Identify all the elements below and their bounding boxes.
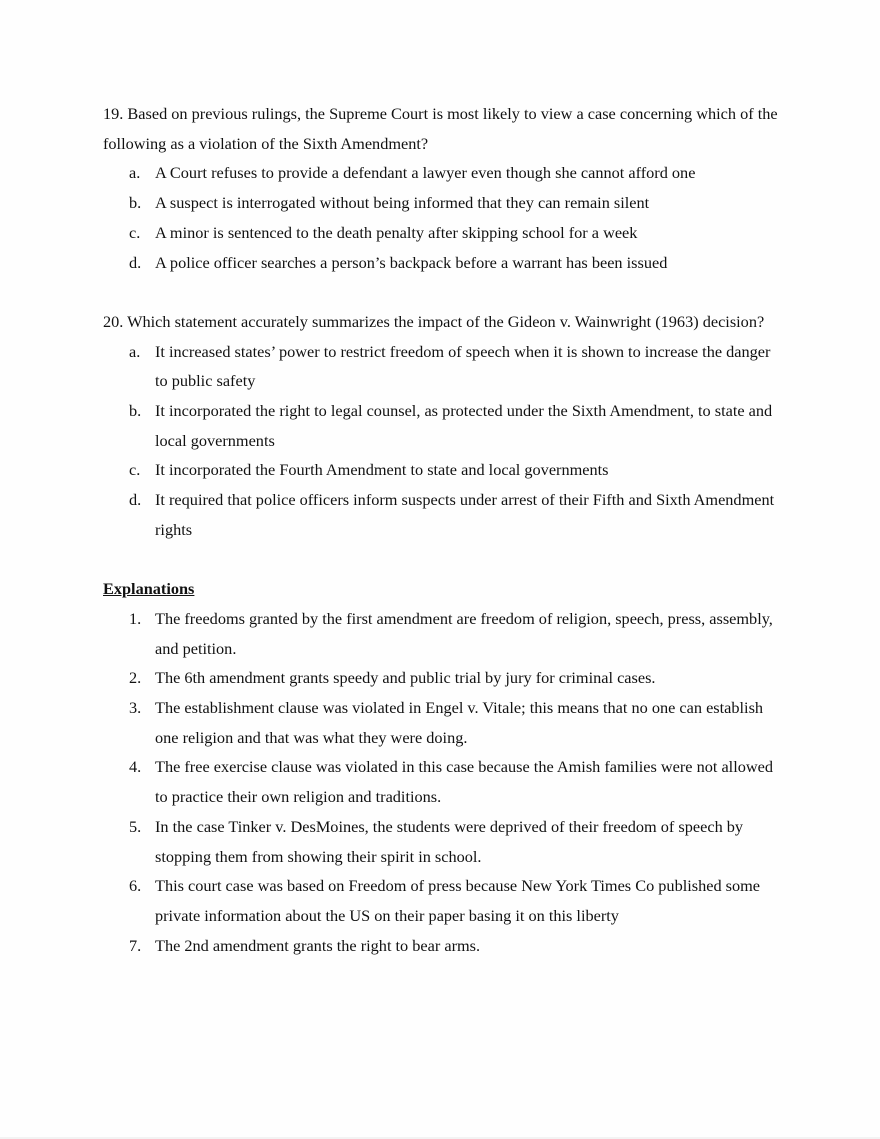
item-text: The free exercise clause was violated in this case because the Amish families were not allowed to practice their own religion and traditions.	[155, 757, 773, 807]
question-19	[103, 99, 783, 277]
answer-option-a	[103, 337, 783, 396]
answer-option-a	[103, 158, 783, 188]
option-letter: d.	[129, 490, 142, 510]
option-text: A police officer searches a person’s backpack before a warrant has been issued	[155, 252, 668, 272]
item-number: 5.	[129, 816, 142, 836]
item-number: 2.	[129, 668, 142, 688]
item-text: The 2nd amendment grants the right to bear arms.	[155, 935, 481, 955]
section-heading: Explanations	[103, 579, 195, 599]
explanations-section	[103, 574, 783, 960]
item-number: 6.	[129, 876, 142, 896]
option-letter: a.	[129, 163, 141, 183]
option-text: It required that police officers inform suspects under arrest of their Fifth and Sixth Amendment rights	[155, 490, 775, 539]
item-text: The 6th amendment grants speedy and public trial by jury for criminal cases.	[155, 668, 656, 688]
document-content	[103, 99, 783, 960]
explanation-item-4	[103, 752, 783, 811]
item-number: 7.	[129, 935, 142, 955]
answer-option-b	[103, 188, 783, 218]
explanation-item-3	[103, 693, 783, 752]
question-20	[103, 307, 783, 545]
spacer	[103, 277, 783, 307]
option-text: It incorporated the right to legal counsel, as protected under the Sixth Amendment, to state and local governments	[155, 401, 773, 450]
option-letter: b.	[129, 401, 142, 421]
explanation-item-2	[103, 663, 783, 693]
item-number: 3.	[129, 698, 142, 718]
option-letter: d.	[129, 252, 142, 272]
question-stem: 20. Which statement accurately summarizes the impact of the Gideon v. Wainwright (1963) decision?	[103, 311, 765, 331]
option-letter: b.	[129, 193, 142, 213]
option-text: A suspect is interrogated without being informed that they can remain silent	[155, 193, 650, 213]
item-text: This court case was based on Freedom of press because New York Times Co published some private information about the US on their paper basing it on this liberty	[155, 876, 761, 925]
answer-option-d	[103, 485, 783, 544]
answer-options	[103, 158, 783, 277]
answer-option-c	[103, 218, 783, 248]
option-letter: c.	[129, 222, 141, 242]
item-number: 1.	[129, 608, 142, 628]
answer-option-c	[103, 455, 783, 485]
option-letter: c.	[129, 460, 141, 480]
explanation-item-7	[103, 931, 783, 961]
item-number: 4.	[129, 757, 142, 777]
item-text: In the case Tinker v. DesMoines, the students were deprived of their freedom of speech by stopping them from showing their spirit in school.	[155, 816, 744, 866]
option-text: It increased states’ power to restrict freedom of speech when it is shown to increase the danger to public safety	[155, 341, 771, 391]
item-text: The establishment clause was violated in Engel v. Vitale; this means that no one can establish one religion and that was what they were doing.	[155, 698, 764, 747]
answer-options	[103, 337, 783, 545]
item-text: The freedoms granted by the first amendment are freedom of religion, speech, press, assembly, and petition.	[155, 608, 773, 658]
option-text: A Court refuses to provide a defendant a lawyer even though she cannot afford one	[155, 163, 696, 183]
question-stem: 19. Based on previous rulings, the Supreme Court is most likely to view a case concerning which of the following as a violation of the Sixth Amendment?	[103, 104, 778, 153]
explanation-item-6	[103, 871, 783, 930]
spacer	[103, 545, 783, 575]
explanation-item-5	[103, 812, 783, 871]
option-text: It incorporated the Fourth Amendment to state and local governments	[155, 460, 609, 480]
answer-option-b	[103, 396, 783, 455]
option-letter: a.	[129, 341, 141, 361]
answer-option-d	[103, 248, 783, 278]
explanations-list	[103, 604, 783, 960]
option-text: A minor is sentenced to the death penalty after skipping school for a week	[155, 222, 638, 242]
explanation-item-1	[103, 604, 783, 663]
